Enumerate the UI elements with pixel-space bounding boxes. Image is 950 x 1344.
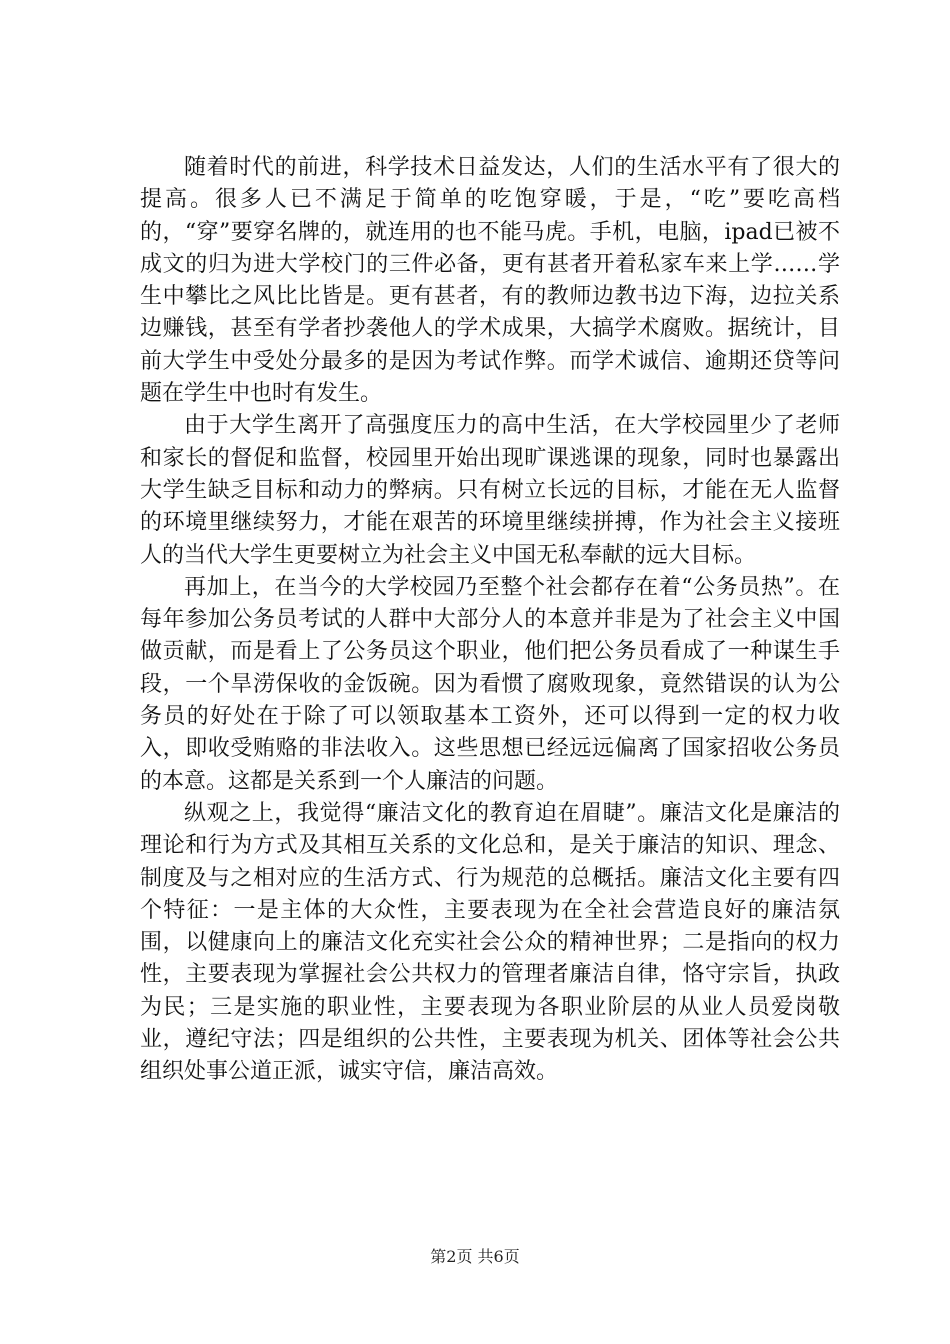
page-number-footer: 第2页 共6页 [430,1247,520,1266]
paragraph-3: 再加上，在当今的大学校园乃至整个社会都存在着“公务员热”。在每年参加公务员考试的人群中大部分人的本意并非是为了社会主义中国做贡献，而是看上了公务员这个职业，他们把公务员看成了一种谋生手段，一个旱涝保收的金饭碗。因为看惯了腐败现象，竟然错误的认为公务员的好处在于除了可以领取基本工资外，还可以得到一定的权力收入，即收受贿赂的非法收入。这些思想已经远远偏离了国家招收公务员的本意。这都是关系到一个人廉洁的问题。 [140,574,840,794]
paragraph-4: 纵观之上，我觉得“廉洁文化的教育迫在眉睫”。廉洁文化是廉洁的理论和行为方式及其相互关系的文化总和，是关于廉洁的知识、理念、制度及与之相对应的生活方式、行为规范的总概括。廉洁文化主要有四个特征：一是主体的大众性，主要表现为在全社会营造良好的廉洁氛围，以健康向上的廉洁文化充实社会公众的精神世界；二是指向的权力性，主要表现为掌握社会公共权力的管理者廉洁自律，恪守宗旨，执政为民；三是实施的职业性，主要表现为各职业阶层的从业人员爱岗敬业，遵纪守法；四是组织的公共性，主要表现为机关、团体等社会公共组织处事公道正派，诚实守信，廉洁高效。 [140,800,840,1085]
paragraph-1: 随着时代的前进，科学技术日益发达，人们的生活水平有了很大的提高。很多人已不满足于简单的吃饱穿暖，于是，“吃”要吃高档的，“穿”要穿名牌的，就连用的也不能马虎。手机，电脑，ipad已被不成文的归为进大学校门的三件必备，更有甚者开着私家车来上学……学生中攀比之风比比皆是。更有甚者，有的教师边教书边下海，边拉关系边赚钱，甚至有学者抄袭他人的学术成果，大搞学术腐败。据统计，目前大学生中受处分最多的是因为考试作弊。而学术诚信、逾期还贷等问题在学生中也时有发生。 [140,155,840,407]
document-body [140,152,840,1089]
paragraph-2: 由于大学生离开了高强度压力的高中生活，在大学校园里少了老师和家长的督促和监督，校园里开始出现旷课逃课的现象，同时也暴露出大学生缺乏目标和动力的弊病。只有树立长远的目标，才能在无人监督的环境里继续努力，才能在艰苦的环境里继续拼搏，作为社会主义接班人的当代大学生更要树立为社会主义中国无私奉献的远大目标。 [140,413,840,568]
